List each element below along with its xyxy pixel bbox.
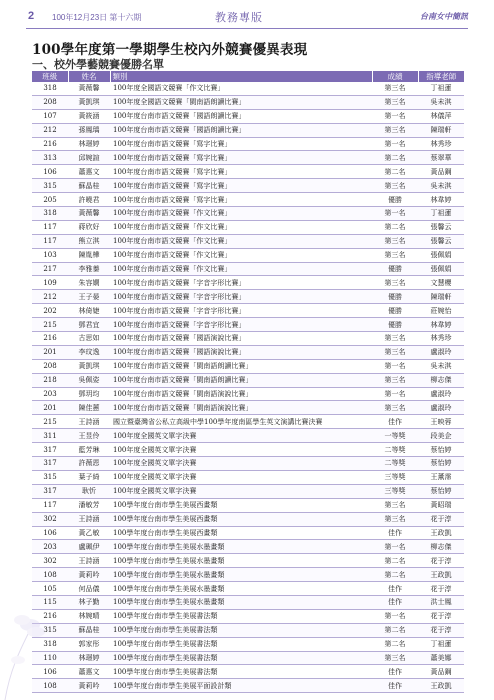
table-row xyxy=(32,387,464,401)
cell-student-name: 黃凱琪 xyxy=(68,359,110,373)
awards-table xyxy=(32,71,464,693)
cell-result: 第二名 xyxy=(372,637,418,651)
table-row xyxy=(32,109,464,123)
cell-student-name: 黃薇馨 xyxy=(68,82,110,95)
cell-student-name: 蔣欣好 xyxy=(68,220,110,234)
cell-category: 100年度台南市語文競賽「字音字形比賽」 xyxy=(110,276,372,290)
cell-student-name: 許曉君 xyxy=(68,193,110,207)
cell-category: 100學年度台南市學生美展平面設計類 xyxy=(110,679,372,693)
cell-class: 106 xyxy=(32,526,68,540)
cell-student-name: 古思如 xyxy=(68,332,110,346)
cell-student-name: 耿忻 xyxy=(68,484,110,498)
cell-teacher: 丁祖蓮 xyxy=(418,207,464,221)
cell-teacher: 文慧櫻 xyxy=(418,276,464,290)
table-row xyxy=(32,554,464,568)
cell-category: 100年度台南市語文競賽「寫字比賽」 xyxy=(110,137,372,151)
cell-result: 第三名 xyxy=(372,345,418,359)
cell-teacher: 洪士鳳 xyxy=(418,595,464,609)
cell-category: 100學年度台南市學生美展西畫類 xyxy=(110,512,372,526)
cell-class: 315 xyxy=(32,179,68,193)
table-row xyxy=(32,276,464,290)
cell-category: 100年度全國英文單字決賽 xyxy=(110,457,372,471)
cell-class: 103 xyxy=(32,248,68,262)
table-row xyxy=(32,345,464,359)
cell-category: 100學年度台南市學生美展書法類 xyxy=(110,651,372,665)
cell-teacher: 王映蓉 xyxy=(418,415,464,429)
cell-class: 216 xyxy=(32,332,68,346)
cell-class: 208 xyxy=(32,95,68,109)
cell-category: 100年度台南市語文競賽「國語演說比賽」 xyxy=(110,332,372,346)
cell-result: 第一名 xyxy=(372,137,418,151)
cell-result: 第三名 xyxy=(372,276,418,290)
cell-category: 100年度台南市語文競賽「閩南語演說比賽」 xyxy=(110,387,372,401)
cell-class: 117 xyxy=(32,498,68,512)
newsletter-name: 台南女中簡訊 xyxy=(420,11,468,21)
cell-category: 100年度台南市語文競賽「國語朗讀比賽」 xyxy=(110,109,372,123)
cell-teacher: 黃品鋼 xyxy=(418,665,464,679)
cell-category: 100學年度台南市學生美展書法類 xyxy=(110,665,372,679)
cell-result: 佳作 xyxy=(372,679,418,693)
cell-category: 100年度台南市語文競賽「字音字形比賽」 xyxy=(110,290,372,304)
cell-result: 第二名 xyxy=(372,165,418,179)
cell-category: 100年度全國英文單字決賽 xyxy=(110,470,372,484)
cell-result: 第三名 xyxy=(372,498,418,512)
section-title: 一、校外學藝競賽優勝名單 xyxy=(32,58,164,71)
cell-student-name: 林璟婷 xyxy=(68,137,110,151)
table-row xyxy=(32,248,464,262)
cell-student-name: 蘇晶桂 xyxy=(68,623,110,637)
cell-student-name: 林婉晴 xyxy=(68,609,110,623)
cell-student-name: 蘇晶桂 xyxy=(68,179,110,193)
section-header-title: 教務專版 xyxy=(215,11,263,24)
table-row xyxy=(32,373,464,387)
table-row xyxy=(32,526,464,540)
cell-class: 106 xyxy=(32,665,68,679)
cell-category: 100年度台南市語文競賽「閩南語朗讀比賽」 xyxy=(110,359,372,373)
cell-student-name: 熊立淇 xyxy=(68,234,110,248)
cell-class: 215 xyxy=(32,318,68,332)
cell-student-name: 黃凱琪 xyxy=(68,95,110,109)
cell-result: 優勝 xyxy=(372,262,418,276)
cell-teacher: 花于淳 xyxy=(418,554,464,568)
cell-class: 106 xyxy=(32,165,68,179)
cell-student-name: 黃莉吟 xyxy=(68,568,110,582)
cell-class: 302 xyxy=(32,554,68,568)
cell-teacher: 丁祖蓮 xyxy=(418,82,464,95)
cell-student-name: 何品儀 xyxy=(68,582,110,596)
cell-class: 318 xyxy=(32,637,68,651)
cell-student-name: 葉子綺 xyxy=(68,470,110,484)
table-row xyxy=(32,568,464,582)
cell-category: 100學年度台南市學生美展水墨畫類 xyxy=(110,540,372,554)
table-body xyxy=(32,82,464,693)
cell-class: 201 xyxy=(32,401,68,415)
cell-teacher: 張馨云 xyxy=(418,234,464,248)
cell-result: 第三名 xyxy=(372,234,418,248)
cell-class: 317 xyxy=(32,484,68,498)
cell-result: 第三名 xyxy=(372,512,418,526)
cell-student-name: 潘敏芳 xyxy=(68,498,110,512)
cell-class: 117 xyxy=(32,220,68,234)
cell-class: 215 xyxy=(32,415,68,429)
cell-result: 第三名 xyxy=(372,373,418,387)
table-row xyxy=(32,318,464,332)
cell-teacher: 黃品鋼 xyxy=(418,165,464,179)
cell-student-name: 王子晏 xyxy=(68,290,110,304)
cell-result: 佳作 xyxy=(372,665,418,679)
flower-decoration xyxy=(0,570,60,700)
table-row xyxy=(32,623,464,637)
cell-class: 216 xyxy=(32,137,68,151)
cell-result: 佳作 xyxy=(372,595,418,609)
cell-result: 第二名 xyxy=(372,554,418,568)
cell-result: 第一名 xyxy=(372,609,418,623)
cell-class: 108 xyxy=(32,679,68,693)
cell-class: 201 xyxy=(32,345,68,359)
cell-teacher: 段美企 xyxy=(418,429,464,443)
cell-category: 100年度全國語文競賽「作文比賽」 xyxy=(110,82,372,95)
header-divider xyxy=(26,28,468,29)
cell-category: 100年度台南市語文競賽「閩南語演說比賽」 xyxy=(110,401,372,415)
cell-result: 第一名 xyxy=(372,207,418,221)
cell-category: 100年度台南市語文競賽「寫字比賽」 xyxy=(110,151,372,165)
cell-class: 311 xyxy=(32,429,68,443)
table-row xyxy=(32,498,464,512)
cell-student-name: 朱容嫻 xyxy=(68,276,110,290)
page-number: 2 xyxy=(28,10,35,22)
document-title: 100學年度第一學期學生校內外競賽優異表現 xyxy=(32,42,308,58)
cell-class: 117 xyxy=(32,234,68,248)
table-row xyxy=(32,637,464,651)
cell-class: 216 xyxy=(32,609,68,623)
cell-class: 315 xyxy=(32,623,68,637)
cell-result: 第三名 xyxy=(372,401,418,415)
cell-class: 203 xyxy=(32,387,68,401)
cell-class: 108 xyxy=(32,568,68,582)
cell-student-name: 林子勤 xyxy=(68,595,110,609)
cell-category: 100學年度台南市學生美展水墨畫類 xyxy=(110,582,372,596)
cell-class: 313 xyxy=(32,151,68,165)
cell-result: 二等獎 xyxy=(372,443,418,457)
cell-category: 100年度台南市語文競賽「作文比賽」 xyxy=(110,248,372,262)
cell-class: 217 xyxy=(32,262,68,276)
cell-result: 優勝 xyxy=(372,193,418,207)
cell-class: 318 xyxy=(32,82,68,95)
cell-teacher: 林秀珍 xyxy=(418,332,464,346)
cell-result: 優勝 xyxy=(372,318,418,332)
cell-student-name: 郭家彤 xyxy=(68,637,110,651)
cell-class: 205 xyxy=(32,193,68,207)
cell-category: 100學年度台南市學生美展書法類 xyxy=(110,623,372,637)
table-row xyxy=(32,609,464,623)
cell-teacher: 王政凱 xyxy=(418,568,464,582)
cell-teacher: 林儀萍 xyxy=(418,109,464,123)
cell-teacher: 吳未淇 xyxy=(418,179,464,193)
cell-category: 100年度台南市語文競賽「字音字形比賽」 xyxy=(110,318,372,332)
cell-category: 100年度台南市語文競賽「作文比賽」 xyxy=(110,220,372,234)
cell-student-name: 陳胤樺 xyxy=(68,248,110,262)
cell-result: 二等獎 xyxy=(372,457,418,471)
cell-teacher: 王薰霈 xyxy=(418,470,464,484)
cell-student-name: 許薇恩 xyxy=(68,457,110,471)
table-row xyxy=(32,262,464,276)
cell-class: 107 xyxy=(32,109,68,123)
cell-category: 100學年度台南市學生美展書法類 xyxy=(110,637,372,651)
cell-teacher: 盧淑玲 xyxy=(418,401,464,415)
cell-class: 202 xyxy=(32,304,68,318)
cell-student-name: 黃筱涵 xyxy=(68,109,110,123)
cell-student-name: 陳佳蕙 xyxy=(68,401,110,415)
table-row xyxy=(32,651,464,665)
table-row xyxy=(32,290,464,304)
cell-category: 100學年度台南市學生美展書法類 xyxy=(110,609,372,623)
cell-category: 100學年度台南市學生美展西畫類 xyxy=(110,498,372,512)
cell-teacher: 花于淳 xyxy=(418,512,464,526)
table-row xyxy=(32,582,464,596)
cell-category: 100學年度台南市學生美展水墨畫類 xyxy=(110,595,372,609)
table-row xyxy=(32,679,464,693)
cell-teacher: 蔡怡婷 xyxy=(418,457,464,471)
cell-teacher: 丁祖蓮 xyxy=(418,637,464,651)
cell-class: 115 xyxy=(32,595,68,609)
cell-class: 212 xyxy=(32,290,68,304)
cell-student-name: 李雅蓁 xyxy=(68,262,110,276)
table-row xyxy=(32,359,464,373)
cell-teacher: 張馨云 xyxy=(418,220,464,234)
table-row xyxy=(32,207,464,221)
cell-student-name: 孫鳳瑀 xyxy=(68,123,110,137)
col-header-class: 班級 xyxy=(32,71,68,82)
table-row xyxy=(32,151,464,165)
cell-teacher: 莊婉怡 xyxy=(418,304,464,318)
cell-teacher: 陳瑞軒 xyxy=(418,123,464,137)
cell-category: 100年度台南市語文競賽「寫字比賽」 xyxy=(110,179,372,193)
cell-class: 315 xyxy=(32,470,68,484)
table-row xyxy=(32,137,464,151)
cell-result: 第二名 xyxy=(372,151,418,165)
cell-teacher: 盧淑玲 xyxy=(418,345,464,359)
cell-teacher: 林韋婷 xyxy=(418,318,464,332)
cell-result: 三等獎 xyxy=(372,484,418,498)
col-header-teacher: 指導老師 xyxy=(418,71,464,82)
cell-teacher: 吳未淇 xyxy=(418,359,464,373)
cell-result: 佳作 xyxy=(372,582,418,596)
cell-result: 優勝 xyxy=(372,304,418,318)
cell-teacher: 吳未淇 xyxy=(418,95,464,109)
page-header xyxy=(0,0,494,30)
col-header-category: 類別 xyxy=(110,71,372,82)
cell-teacher: 花于淳 xyxy=(418,609,464,623)
cell-result: 第一名 xyxy=(372,387,418,401)
cell-class: 318 xyxy=(32,207,68,221)
cell-result: 第三名 xyxy=(372,651,418,665)
cell-student-name: 鄧君宜 xyxy=(68,318,110,332)
cell-student-name: 藍芳琳 xyxy=(68,443,110,457)
table-row xyxy=(32,665,464,679)
cell-teacher: 王政凱 xyxy=(418,526,464,540)
cell-student-name: 王詩涵 xyxy=(68,415,110,429)
cell-category: 100年度台南市語文競賽「作文比賽」 xyxy=(110,262,372,276)
cell-student-name: 蕭惠文 xyxy=(68,665,110,679)
cell-result: 優勝 xyxy=(372,290,418,304)
table-row xyxy=(32,82,464,95)
cell-category: 100年度台南市語文競賽「寫字比賽」 xyxy=(110,193,372,207)
col-header-name: 姓名 xyxy=(68,71,110,82)
issue-date: 100年12月23日 第十六期 xyxy=(52,13,142,22)
table-row xyxy=(32,457,464,471)
cell-teacher: 蔡翠華 xyxy=(418,151,464,165)
table-row xyxy=(32,234,464,248)
table-row xyxy=(32,304,464,318)
cell-class: 203 xyxy=(32,540,68,554)
cell-category: 100年度全國英文單字決賽 xyxy=(110,484,372,498)
cell-result: 第三名 xyxy=(372,248,418,262)
cell-category: 國立暨臺灣省公私立高級中學100學年度南區學生英文演講比賽決賽 xyxy=(110,415,372,429)
cell-student-name: 王詩涵 xyxy=(68,512,110,526)
table-row xyxy=(32,415,464,429)
cell-result: 佳作 xyxy=(372,415,418,429)
cell-category: 100年度全國英文單字決賽 xyxy=(110,429,372,443)
cell-result: 第三名 xyxy=(372,95,418,109)
table-row xyxy=(32,165,464,179)
cell-result: 第三名 xyxy=(372,332,418,346)
cell-teacher: 盧淑玲 xyxy=(418,387,464,401)
cell-teacher: 林韋婷 xyxy=(418,193,464,207)
cell-class: 105 xyxy=(32,582,68,596)
cell-student-name: 盧珮伊 xyxy=(68,540,110,554)
cell-teacher: 花于淳 xyxy=(418,582,464,596)
cell-category: 100年度台南市語文競賽「閩南語朗讀比賽」 xyxy=(110,373,372,387)
cell-result: 一等獎 xyxy=(372,429,418,443)
cell-student-name: 蕭惠文 xyxy=(68,165,110,179)
table-row xyxy=(32,429,464,443)
cell-class: 302 xyxy=(32,512,68,526)
cell-class: 317 xyxy=(32,457,68,471)
table-row xyxy=(32,95,464,109)
cell-category: 100年度台南市語文競賽「寫字比賽」 xyxy=(110,165,372,179)
cell-teacher: 蔡怡婷 xyxy=(418,484,464,498)
cell-teacher: 蔡怡婷 xyxy=(418,443,464,457)
cell-result: 第一名 xyxy=(372,109,418,123)
cell-category: 100學年度台南市學生美展水墨畫類 xyxy=(110,568,372,582)
cell-category: 100學年度台南市學生美展水墨畫類 xyxy=(110,554,372,568)
cell-teacher: 陳瑞軒 xyxy=(418,290,464,304)
table-row xyxy=(32,220,464,234)
cell-result: 第三名 xyxy=(372,179,418,193)
table-row xyxy=(32,443,464,457)
cell-result: 第三名 xyxy=(372,123,418,137)
table-row xyxy=(32,179,464,193)
cell-teacher: 花于淳 xyxy=(418,623,464,637)
cell-student-name: 李玟逸 xyxy=(68,345,110,359)
cell-category: 100年度全國英文單字決賽 xyxy=(110,443,372,457)
table-header-row xyxy=(32,71,464,82)
cell-student-name: 邱婉諠 xyxy=(68,151,110,165)
cell-teacher: 蕭美娜 xyxy=(418,651,464,665)
cell-teacher: 黃昭瑞 xyxy=(418,498,464,512)
cell-class: 212 xyxy=(32,123,68,137)
table-row xyxy=(32,193,464,207)
cell-category: 100年度台南市語文競賽「作文比賽」 xyxy=(110,207,372,221)
cell-student-name: 王昱伶 xyxy=(68,429,110,443)
cell-result: 佳作 xyxy=(372,526,418,540)
cell-student-name: 王詩涵 xyxy=(68,554,110,568)
table-row xyxy=(32,332,464,346)
cell-student-name: 黃乙敏 xyxy=(68,526,110,540)
cell-result: 三等獎 xyxy=(372,470,418,484)
cell-result: 第二名 xyxy=(372,220,418,234)
cell-student-name: 黃薇馨 xyxy=(68,207,110,221)
cell-teacher: 張佩娟 xyxy=(418,262,464,276)
cell-result: 第一名 xyxy=(372,540,418,554)
cell-category: 100年度台南市語文競賽「國語朗讀比賽」 xyxy=(110,123,372,137)
cell-student-name: 鄧玥均 xyxy=(68,387,110,401)
table-row xyxy=(32,123,464,137)
cell-teacher: 柳志傑 xyxy=(418,540,464,554)
table-row xyxy=(32,540,464,554)
cell-result: 第二名 xyxy=(372,568,418,582)
cell-teacher: 柳志傑 xyxy=(418,373,464,387)
cell-result: 第二名 xyxy=(372,623,418,637)
cell-student-name: 林璟婷 xyxy=(68,651,110,665)
cell-class: 208 xyxy=(32,359,68,373)
col-header-result: 成績 xyxy=(372,71,418,82)
table-row xyxy=(32,595,464,609)
cell-category: 100年度台南市語文競賽「字音字形比賽」 xyxy=(110,304,372,318)
cell-result: 第三名 xyxy=(372,82,418,95)
table-row xyxy=(32,470,464,484)
cell-class: 110 xyxy=(32,651,68,665)
cell-category: 100學年度台南市學生美展西畫類 xyxy=(110,526,372,540)
table-row xyxy=(32,512,464,526)
cell-student-name: 吳佩姿 xyxy=(68,373,110,387)
cell-teacher: 張佩娟 xyxy=(418,248,464,262)
cell-class: 218 xyxy=(32,373,68,387)
table-row xyxy=(32,484,464,498)
cell-class: 109 xyxy=(32,276,68,290)
cell-teacher: 王政凱 xyxy=(418,679,464,693)
cell-teacher: 林秀珍 xyxy=(418,137,464,151)
cell-student-name: 林倚婕 xyxy=(68,304,110,318)
cell-student-name: 黃莉吟 xyxy=(68,679,110,693)
table-row xyxy=(32,401,464,415)
cell-category: 100年度台南市語文競賽「國語演說比賽」 xyxy=(110,345,372,359)
cell-category: 100年度全國語文競賽「閩南語朗讀比賽」 xyxy=(110,95,372,109)
cell-category: 100年度台南市語文競賽「作文比賽」 xyxy=(110,234,372,248)
cell-class: 317 xyxy=(32,443,68,457)
cell-result: 第一名 xyxy=(372,359,418,373)
